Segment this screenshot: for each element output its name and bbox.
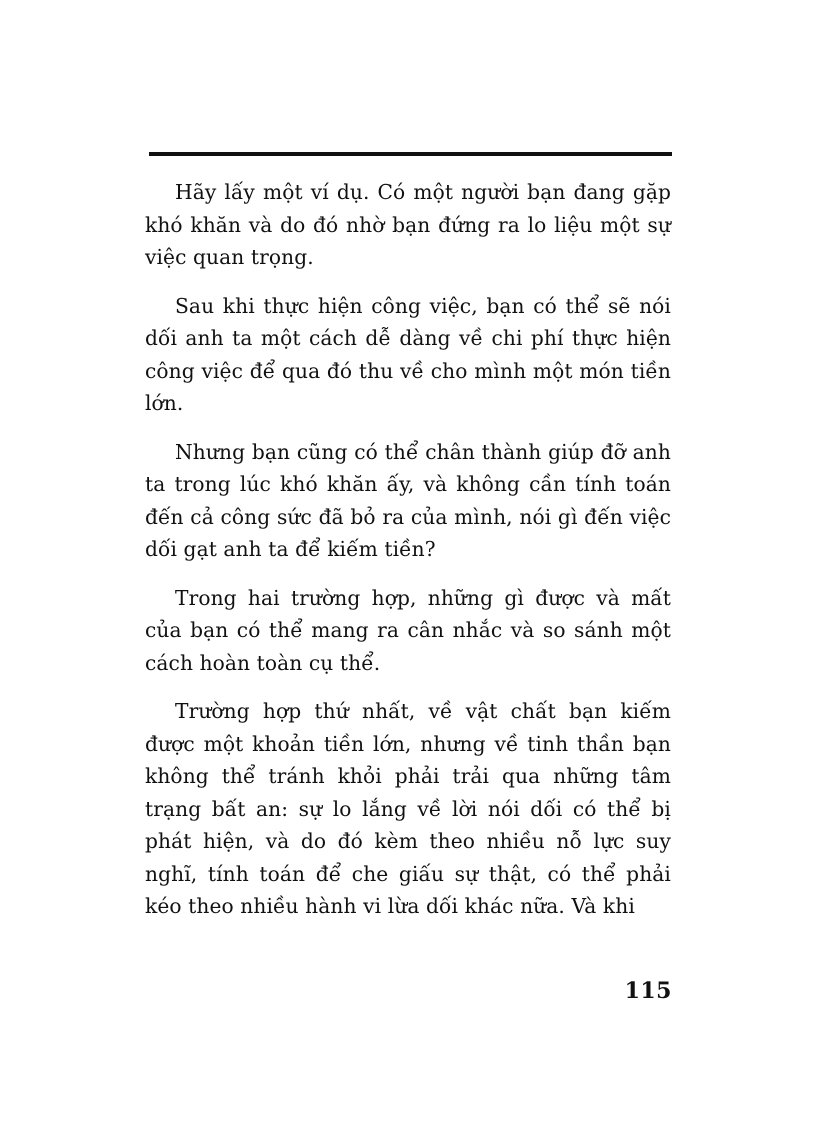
paragraph-2: Sau khi thực hiện công việc, bạn có thể sẽ nói dối anh ta một cách dễ dàng về chi phí thực hiện công việc để qua đó thu về cho mình một món tiền lớn.: [145, 293, 671, 415]
paragraph-4: Trong hai trường hợp, những gì được và mất của bạn có thể mang ra cân nhắc và so sánh một cách hoàn toàn cụ thể.: [145, 585, 671, 675]
paragraph-5: Trường hợp thứ nhất, về vật chất bạn kiếm được một khoản tiền lớn, nhưng về tinh thần bạn không thể tránh khỏi phải trải qua những tâm trạng bất an: sự lo lắng về lời nói dối có thể bị phát hiện, và do đó kèm theo nhiều nỗ lực suy nghĩ, tính toán để che giấu sự thật, có thể phải kéo theo nhiều hành vi lừa dối khác nữa. Và khi: [145, 699, 671, 918]
header-rule: [149, 152, 672, 156]
paragraph-3: Nhưng bạn cũng có thể chân thành giúp đỡ anh ta trong lúc khó khăn ấy, và không cần tính toán đến cả công sức đã bỏ ra của mình, nói gì đến việc dối gạt anh ta để kiếm tiền?: [145, 439, 671, 561]
paragraph-1: Hãy lấy một ví dụ. Có một người bạn đang gặp khó khăn và do đó nhờ bạn đứng ra lo liệu một sự việc quan trọng.: [145, 180, 671, 269]
page-number: 115: [624, 978, 672, 1004]
body-text: [145, 176, 671, 939]
